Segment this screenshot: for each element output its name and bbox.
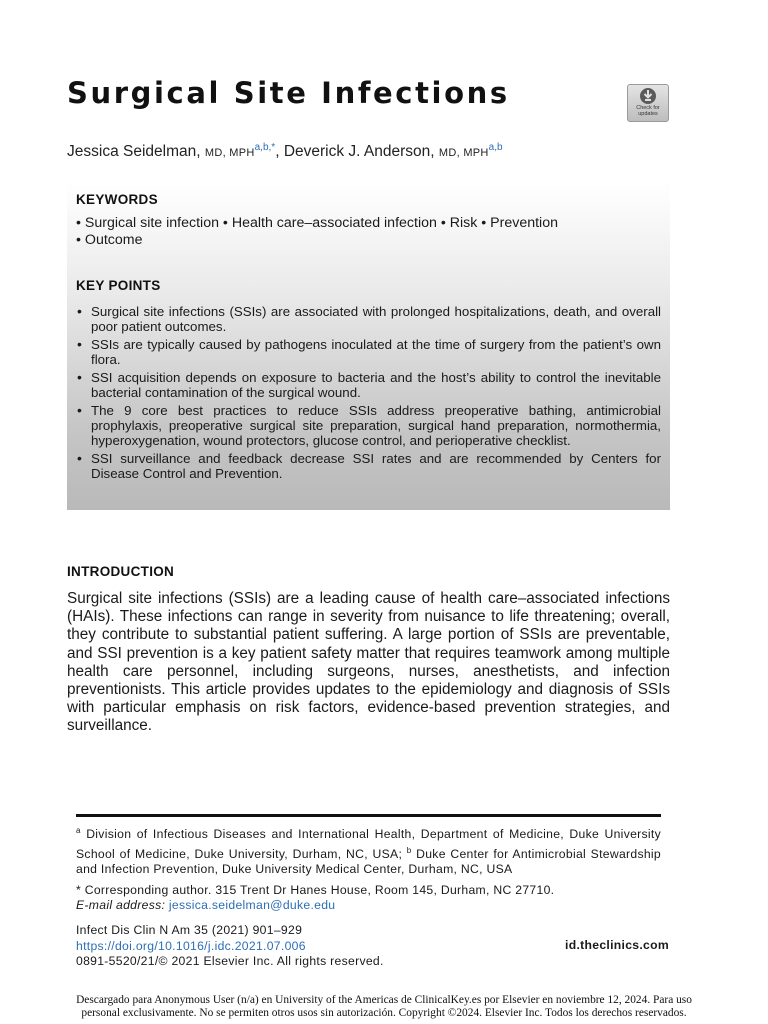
key-point-item: • SSI acquisition depends on exposure to bacteria and the host’s ability to control the inevitable bacterial contamination of the surgical wound. — [76, 370, 661, 400]
badge-label-line2: updates — [638, 111, 658, 117]
keywords-list — [76, 215, 661, 249]
copyright-line: 0891-5520/21/© 2021 Elsevier Inc. All rights reserved. — [76, 954, 384, 968]
author-degrees-1: MD, MPH — [204, 147, 255, 159]
author-separator: , — [275, 143, 280, 160]
affiliation-a-mark: a — [76, 826, 81, 835]
keywords-keypoints-box — [67, 182, 670, 510]
author-degrees-2: MD, MPH — [438, 147, 489, 159]
email-link[interactable]: jessica.seidelman@duke.edu — [168, 898, 336, 912]
footnote-divider — [76, 814, 661, 817]
author-name-1: Jessica Seidelman, — [67, 143, 201, 160]
check-for-updates-badge[interactable] — [627, 84, 669, 122]
key-point-item: • The 9 core best practices to reduce SSIs address preoperative bathing, antimicrobial prophylaxis, preoperative surgical site preparation, surgical hand preparation, normothermia, hyperoxygenation, wound protectors, glucose control, and perioperative checklist. — [76, 403, 661, 448]
author-affiliation-marks-2[interactable]: a,b — [488, 142, 503, 153]
affiliation-b-text: Duke Center for Antimicrobial Stewardship and Infection Prevention, Duke University Medical Center, Durham, NC, USA — [76, 846, 662, 876]
author-line — [67, 142, 503, 161]
doi-line — [76, 939, 384, 955]
doi-link[interactable]: https://doi.org/10.1016/j.idc.2021.07.006 — [76, 938, 306, 953]
article-title: Surgical Site Infections — [67, 76, 510, 110]
author-name-2: Deverick J. Anderson, — [283, 143, 435, 160]
keywords-line-1: • Surgical site infection • Health care–associated infection • Risk • Prevention — [76, 215, 558, 231]
footer-line-1: Descargado para Anonymous User (n/a) en University of the Americas de ClinicalKey.es por Elsevier en noviembre 12, 2024. Para uso — [76, 994, 692, 1006]
footer-line-2: personal exclusivamente. No se permiten otros usos sin autorización. Copyright ©2024. Elsevier Inc. Todos los derechos reservados. — [81, 1006, 687, 1019]
email-label: E-mail address: — [76, 898, 166, 912]
affiliation-a-text: Division of Infectious Diseases and International Health, Department of Medicine, Duke University School of Medicine, Duke University, Durham, NC, USA; — [76, 827, 661, 861]
badge-label-line1: Check for — [636, 105, 660, 111]
introduction-paragraph: Surgical site infections (SSIs) are a leading cause of health care–associated infections (HAIs). These infections can range in severity from nuisance to life threatening; overall, they contribute to substantial patient suffering. A large portion of SSIs are preventable, and SSI prevention is a key patient safety matter that requires teamwork among multiple health care personnel, including surgeons, nurses, anesthetists, and infection preventionists. This article provides updates to the epidemiology and diagnosis of SSIs with particular emphasis on risk factors, evidence-based prevention strategies, and surveillance. — [67, 590, 670, 735]
keywords-line-2: • Outcome — [76, 232, 143, 248]
affiliation-b-mark: b — [406, 845, 412, 855]
download-footer — [0, 994, 768, 1019]
key-point-item: • SSI surveillance and feedback decrease SSI rates and are recommended by Centers for Disease Control and Prevention. — [76, 451, 661, 481]
key-points-list — [76, 304, 661, 484]
check-updates-icon — [639, 87, 657, 105]
keywords-heading: KEYWORDS — [76, 192, 158, 207]
citation-block — [76, 923, 384, 970]
journal-citation: Infect Dis Clin N Am 35 (2021) 901–929 — [76, 923, 303, 937]
key-points-heading: KEY POINTS — [76, 278, 161, 293]
corresponding-author: * Corresponding author. 315 Trent Dr Hanes House, Room 145, Durham, NC 27710. — [76, 883, 555, 897]
key-point-item: • SSIs are typically caused by pathogens inoculated at the time of surgery from the patient’s own flora. — [76, 337, 661, 367]
introduction-heading: INTRODUCTION — [67, 564, 175, 579]
author-affiliation-marks-1[interactable]: a,b,* — [254, 142, 276, 153]
key-point-item: • Surgical site infections (SSIs) are associated with prolonged hospitalizations, death, and overall poor patient outcomes. — [76, 304, 661, 334]
email-line — [76, 898, 335, 914]
affiliations — [76, 823, 661, 878]
journal-site[interactable]: id.theclinics.com — [565, 938, 669, 952]
